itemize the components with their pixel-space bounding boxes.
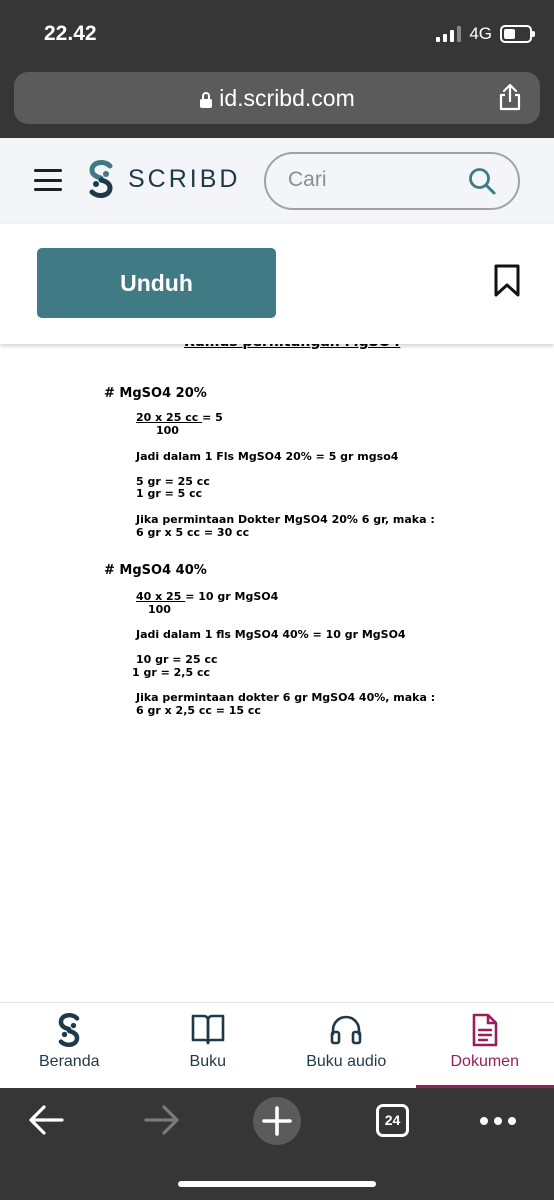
url-display[interactable] — [14, 85, 540, 112]
logo-text: SCRIBD — [128, 164, 241, 193]
document-text: 1 gr = 5 cc — [136, 487, 203, 500]
tab-label: Buku — [189, 1053, 226, 1070]
document-text: 5 gr = 25 cc — [136, 475, 210, 488]
tab-documents[interactable] — [416, 1003, 554, 1088]
tab-books[interactable] — [139, 1003, 278, 1088]
formula-result: = 5 — [202, 411, 223, 424]
search-icon[interactable] — [468, 167, 496, 195]
bookmark-icon[interactable] — [494, 264, 520, 298]
tab-count-button[interactable]: 24 — [376, 1104, 409, 1137]
formula-result: = 10 gr MgSO4 — [185, 590, 279, 603]
back-arrow-icon[interactable] — [26, 1102, 66, 1138]
document-text: Jadi dalam 1 Fls MgSO4 20% = 5 gr mgso4 — [136, 450, 399, 463]
document-text: 6 gr x 5 cc = 30 cc — [136, 526, 250, 539]
document-text: 10 gr = 25 cc — [136, 653, 218, 666]
scribd-logo-icon — [86, 160, 116, 198]
download-button[interactable]: Unduh — [37, 248, 276, 318]
status-time: 22.42 — [44, 22, 97, 45]
hamburger-menu-icon[interactable] — [34, 169, 62, 191]
section-heading: # MgSO4 20% — [104, 386, 207, 401]
tab-label: Dokumen — [450, 1053, 519, 1070]
network-type: 4G — [469, 24, 492, 43]
section-heading: # MgSO4 40% — [104, 563, 207, 578]
document-text: Jadi dalam 1 fls MgSO4 40% = 10 gr MgSO4 — [136, 628, 406, 641]
signal-icon — [436, 26, 461, 42]
document-text: 6 gr x 2,5 cc = 15 cc — [136, 704, 261, 717]
battery-icon — [500, 25, 532, 43]
search-input[interactable] — [288, 168, 458, 192]
document-viewer[interactable] — [0, 344, 554, 1002]
document-text: Jika permintaan dokter 6 gr MgSO4 40%, maka : — [136, 691, 436, 704]
document-text: Jika permintaan Dokter MgSO4 20% 6 gr, maka : — [136, 513, 435, 526]
formula-denominator: 100 — [148, 603, 171, 616]
app-tab-bar — [0, 1002, 554, 1088]
share-icon[interactable] — [498, 83, 522, 111]
search-box[interactable] — [264, 152, 520, 210]
site-header — [0, 138, 554, 224]
document-action-bar — [0, 224, 554, 344]
document-icon — [471, 1013, 499, 1047]
formula-numerator: 20 x 25 cc — [136, 411, 203, 424]
formula-line — [136, 411, 223, 424]
lock-icon — [199, 91, 213, 109]
home-indicator — [178, 1181, 376, 1187]
forward-arrow-icon[interactable] — [142, 1102, 182, 1138]
formula-line — [136, 590, 278, 603]
new-tab-plus-icon[interactable] — [252, 1096, 302, 1146]
scribd-logo[interactable] — [86, 160, 240, 198]
tab-label: Beranda — [39, 1053, 100, 1070]
status-indicators — [436, 24, 532, 44]
tab-audiobooks[interactable] — [277, 1003, 416, 1088]
browser-top-bar — [0, 0, 554, 138]
formula-numerator: 40 x 25 — [136, 590, 186, 603]
document-text: 1 gr = 2,5 cc — [132, 666, 211, 679]
formula-denominator: 100 — [156, 424, 179, 437]
url-text: id.scribd.com — [219, 85, 355, 111]
address-bar[interactable] — [14, 72, 540, 124]
more-options-icon[interactable] — [480, 1117, 516, 1125]
book-icon — [191, 1013, 225, 1045]
tab-home[interactable] — [0, 1003, 139, 1088]
headphones-icon — [329, 1013, 363, 1045]
tab-label: Buku audio — [306, 1053, 387, 1070]
scribd-logo-icon — [55, 1013, 83, 1047]
